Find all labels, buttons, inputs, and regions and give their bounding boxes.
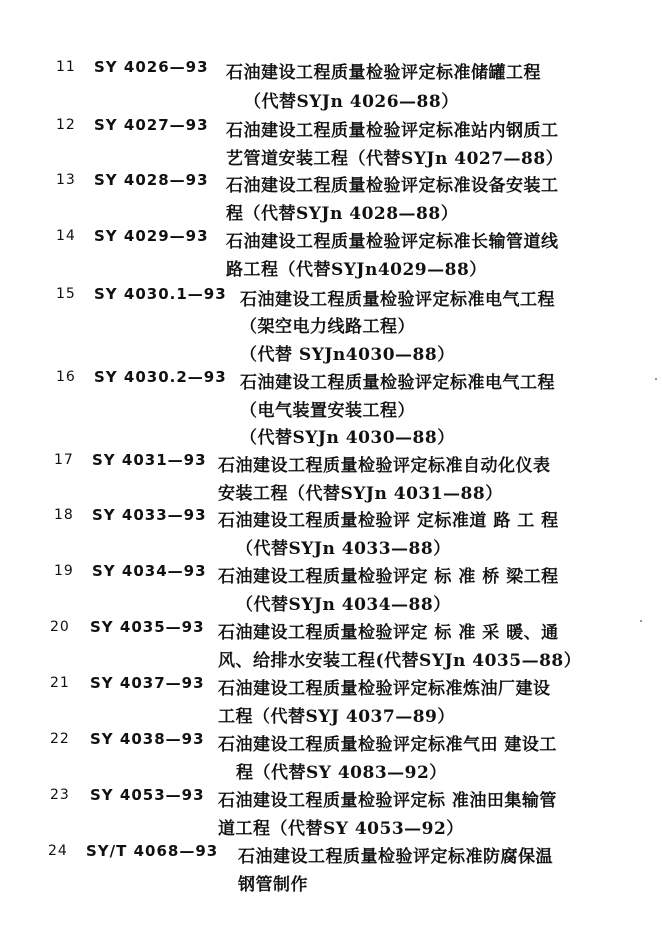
standard-title: 石油建设工程质量检验评定标准长输管道线 — [226, 232, 559, 252]
standard-code: SY/T 4068—93 — [86, 842, 219, 860]
standard-title: 石油建设工程质量检验评定标准站内钢质工 — [226, 121, 559, 141]
standard-title: 石油建设工程质量检验评定标准储罐工程 — [226, 63, 541, 83]
entry-number: 21 — [50, 675, 70, 691]
standard-code: SY 4053—93 — [90, 786, 205, 804]
standard-title: 石油建设工程质量检验评定标准电气工程 — [240, 290, 555, 310]
standard-title: 石油建设工程质量检验评定 标 准 采 暖、通 — [218, 623, 559, 643]
entry-number: 14 — [56, 228, 76, 244]
standard-title-continued: 工程（代替SYJ 4037—89） — [218, 707, 455, 727]
entry-number: 19 — [54, 563, 74, 579]
entry-number: 23 — [50, 787, 70, 803]
standard-title-continued: （电气装置安装工程） — [240, 401, 415, 421]
standard-title: 石油建设工程质量检验评定标准设备安装工 — [226, 176, 559, 196]
entry-number: 12 — [56, 117, 76, 133]
standard-title-continued: 程（代替SY 4083—92） — [236, 763, 447, 783]
standard-title-continued: 路工程（代替SYJn4029—88） — [226, 260, 487, 280]
standard-code: SY 4037—93 — [90, 674, 205, 692]
standard-code: SY 4033—93 — [92, 506, 207, 524]
scan-speck — [640, 620, 642, 622]
standard-title-continued: （代替SYJn 4033—88） — [236, 539, 451, 559]
standard-title: 石油建设工程质量检验评定标准气田 建设工 — [218, 735, 557, 755]
entry-number: 24 — [48, 843, 68, 859]
standard-title: 石油建设工程质量检验评定标准自动化仪表 — [218, 456, 551, 476]
standard-title-continued: （代替 SYJn4030—88） — [240, 345, 455, 365]
standard-title-continued: 道工程（代替SY 4053—92） — [218, 819, 464, 839]
standard-title-continued: 风、给排水安装工程(代替SYJn 4035—88） — [218, 651, 582, 671]
standard-title: 石油建设工程质量检验评 定标准道 路 工 程 — [218, 511, 559, 531]
standard-title: 石油建设工程质量检验评定标 准油田集输管 — [218, 791, 557, 811]
entry-number: 11 — [56, 59, 76, 75]
standard-code: SY 4027—93 — [94, 116, 209, 134]
entry-number: 15 — [56, 286, 76, 302]
standard-title: 石油建设工程质量检验评定标准防腐保温 — [238, 847, 553, 867]
standard-code: SY 4031—93 — [92, 451, 207, 469]
entry-number: 16 — [56, 369, 76, 385]
entry-number: 13 — [56, 172, 76, 188]
standard-code: SY 4026—93 — [94, 58, 209, 76]
scan-speck — [655, 378, 657, 380]
standard-title-continued: 艺管道安装工程（代替SYJn 4027—88） — [226, 149, 564, 169]
standard-title: 石油建设工程质量检验评定 标 准 桥 梁工程 — [218, 567, 559, 587]
standard-code: SY 4028—93 — [94, 171, 209, 189]
standard-code: SY 4035—93 — [90, 618, 205, 636]
standard-code: SY 4038—93 — [90, 730, 205, 748]
standard-title-continued: （代替SYJn 4026—88） — [244, 92, 459, 112]
standard-title-continued: （架空电力线路工程） — [240, 317, 415, 337]
standard-code: SY 4029—93 — [94, 227, 209, 245]
entry-number: 17 — [54, 452, 74, 468]
entry-number: 18 — [54, 507, 74, 523]
standard-title: 石油建设工程质量检验评定标准电气工程 — [240, 373, 555, 393]
standard-title-continued: （代替SYJn 4030—88） — [240, 428, 455, 448]
standard-title-continued: 安装工程（代替SYJn 4031—88） — [218, 484, 503, 504]
standard-title-continued: 程（代替SYJn 4028—88） — [226, 204, 459, 224]
entry-number: 20 — [50, 619, 70, 635]
standard-title-continued: （代替SYJn 4034—88） — [236, 595, 451, 615]
standard-title-continued: 钢管制作 — [238, 875, 308, 895]
standard-title: 石油建设工程质量检验评定标准炼油厂建设 — [218, 679, 551, 699]
standard-code: SY 4034—93 — [92, 562, 207, 580]
standard-code: SY 4030.2—93 — [94, 368, 227, 386]
entry-number: 22 — [50, 731, 70, 747]
standard-code: SY 4030.1—93 — [94, 285, 227, 303]
